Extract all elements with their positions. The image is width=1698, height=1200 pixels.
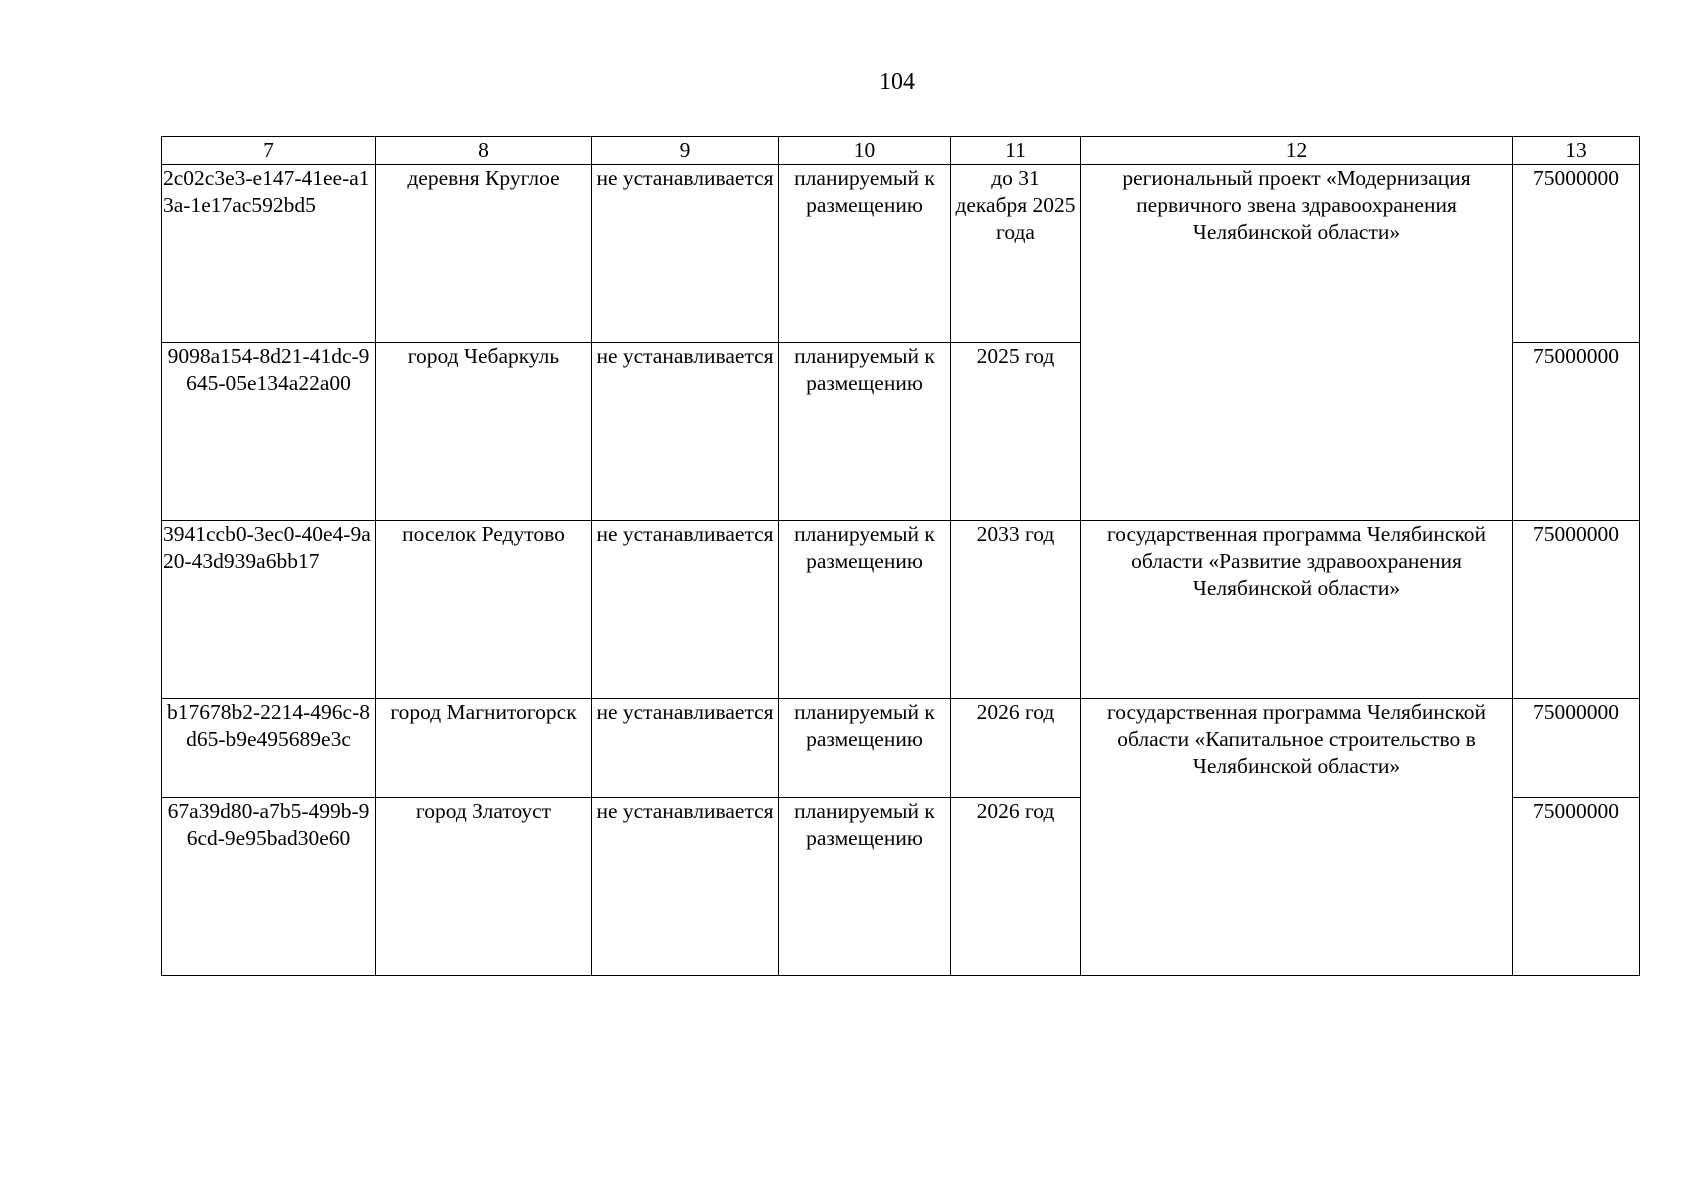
object-id-cell: 9098a154-8d21-41dc-9645-05e134a22a00 [162,343,376,521]
program-cell: региональный проект «Модернизация первичного звена здравоохранения Челябинской области» [1081,165,1513,521]
col9-cell: не устанавливается [592,521,779,699]
amount-cell: 75000000 [1513,343,1640,521]
term-cell: до 31 декабря 2025 года [951,165,1081,343]
amount-cell: 75000000 [1513,699,1640,798]
program-cell: государственная программа Челябинской области «Развитие здравоохранения Челябинской области» [1081,521,1513,699]
locality-cell: деревня Круглое [376,165,592,343]
locality-cell: город Чебаркуль [376,343,592,521]
status-cell: планируемый к размещению [779,165,951,343]
amount-cell: 75000000 [1513,798,1640,976]
term-cell: 2026 год [951,798,1081,976]
term-cell: 2025 год [951,343,1081,521]
object-id-cell: b17678b2-2214-496c-8d65-b9e495689e3c [162,699,376,798]
status-cell: планируемый к размещению [779,798,951,976]
amount-cell: 75000000 [1513,165,1640,343]
column-header-8: 8 [376,137,592,165]
locality-cell: город Златоуст [376,798,592,976]
object-id-cell: 2c02c3e3-e147-41ee-a13a-1e17ac592bd5 [162,165,376,343]
column-header-9: 9 [592,137,779,165]
table-row [162,521,1640,699]
term-cell: 2026 год [951,699,1081,798]
page-number: 104 [879,69,915,95]
status-cell: планируемый к размещению [779,699,951,798]
column-header-12: 12 [1081,137,1513,165]
column-header-11: 11 [951,137,1081,165]
col9-cell: не устанавливается [592,798,779,976]
table-row [162,699,1640,798]
amount-cell: 75000000 [1513,521,1640,699]
column-header-10: 10 [779,137,951,165]
col9-cell: не устанавливается [592,343,779,521]
object-id-cell: 67a39d80-a7b5-499b-96cd-9e95bad30e60 [162,798,376,976]
locality-cell: город Магнитогорск [376,699,592,798]
col9-cell: не устанавливается [592,699,779,798]
data-table [161,136,1640,976]
col9-cell: не устанавливается [592,165,779,343]
term-cell: 2033 год [951,521,1081,699]
table-row [162,165,1640,343]
object-id-cell: 3941ccb0-3ec0-40e4-9a20-43d939a6bb17 [162,521,376,699]
status-cell: планируемый к размещению [779,521,951,699]
column-header-13: 13 [1513,137,1640,165]
status-cell: планируемый к размещению [779,343,951,521]
program-cell: государственная программа Челябинской области «Капитальное строительство в Челябинской области» [1081,699,1513,976]
header-row [162,137,1640,165]
column-header-7: 7 [162,137,376,165]
locality-cell: поселок Редутово [376,521,592,699]
